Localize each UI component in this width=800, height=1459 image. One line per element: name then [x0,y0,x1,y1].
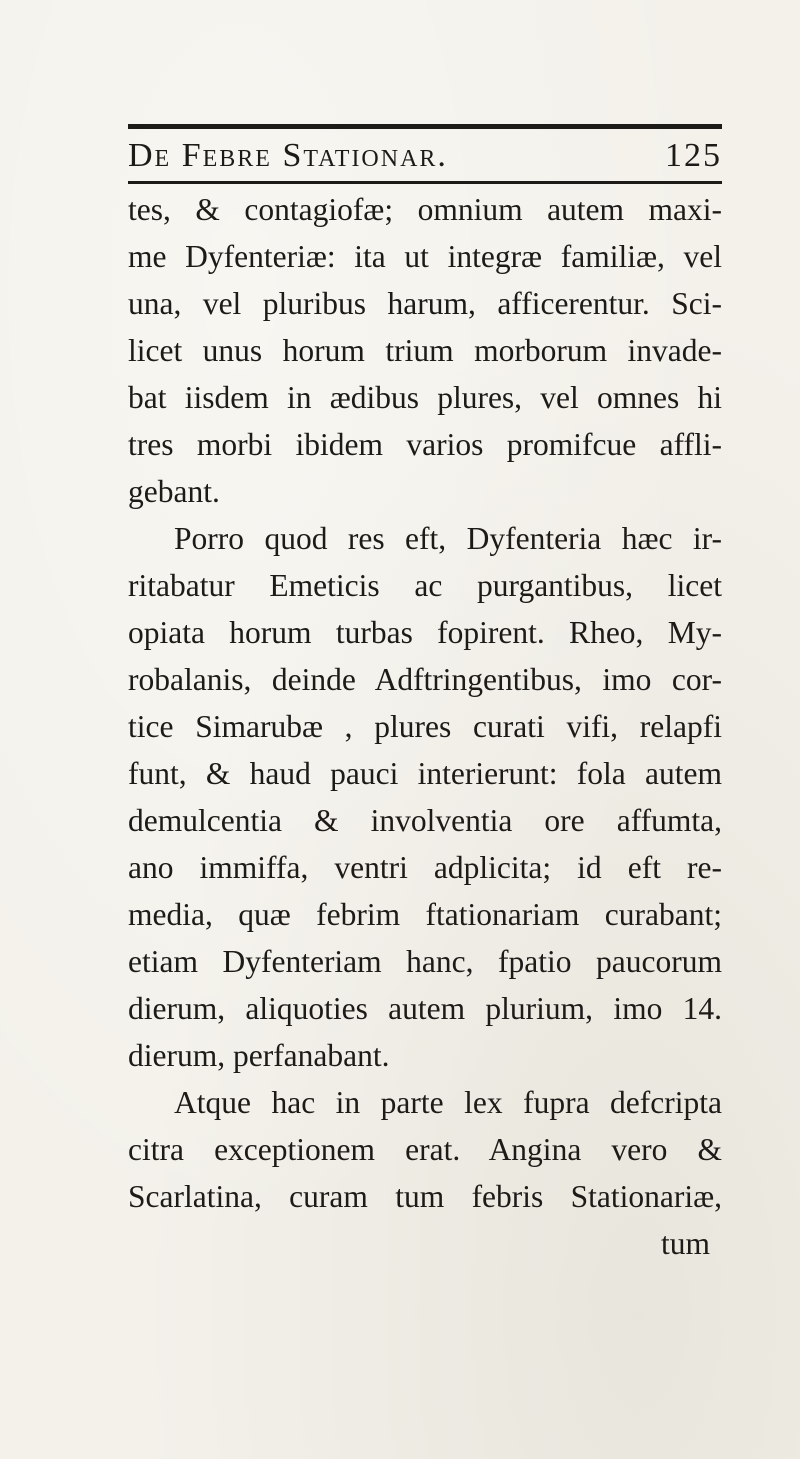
text-line: una, vel pluribus harum, afficerentur. Sci- [128,286,722,321]
text-line: licet unus horum trium morborum invade- [128,333,722,368]
text-line: funt, & haud pauci interierunt: fola autem [128,756,722,791]
header-rule-bottom [128,181,722,184]
body-text [128,186,722,1267]
running-head-title: De Febre Stationar. [128,137,448,174]
text-line: ano immiffa, ventri adplicita; id eft re- [128,850,722,885]
catchword: tum [660,1226,710,1261]
text-line: me Dyfenteriæ: ita ut integræ familiæ, vel [128,239,722,274]
header-rule-top [128,124,722,129]
text-line: media, quæ febrim ftationariam curabant; [128,897,722,932]
text-line: robalanis, deinde Adftringentibus, imo cor- [128,662,722,697]
text-line: tice Simarubæ , plures curati vifi, relapfi [128,709,722,744]
paragraph-start-line: Atque hac in parte lex fupra defcripta [174,1085,722,1120]
text-line: ritabatur Emeticis ac purgantibus, licet [128,568,722,603]
text-line: Scarlatina, curam tum febris Stationariæ, [128,1179,722,1214]
paragraph-start-line: Porro quod res eft, Dyfenteria hæc ir- [174,521,722,556]
text-line: gebant. [128,474,220,509]
page-number: 125 [665,137,722,174]
text-line: opiata horum turbas fopirent. Rheo, My- [128,615,722,650]
text-line: dierum, perfanabant. [128,1038,390,1073]
text-line: tes, & contagiofæ; omnium autem maxi- [128,192,722,227]
text-line: tres morbi ibidem varios promifcue affli- [128,427,722,462]
text-line: etiam Dyfenteriam hanc, fpatio paucorum [128,944,722,979]
text-line: dierum, aliquoties autem plurium, imo 14. [128,991,722,1026]
text-line: demulcentia & involventia ore affumta, [128,803,722,838]
running-head [128,134,722,178]
text-line: bat iisdem in ædibus plures, vel omnes hi [128,380,722,415]
text-line: citra exceptionem erat. Angina vero & [128,1132,722,1167]
